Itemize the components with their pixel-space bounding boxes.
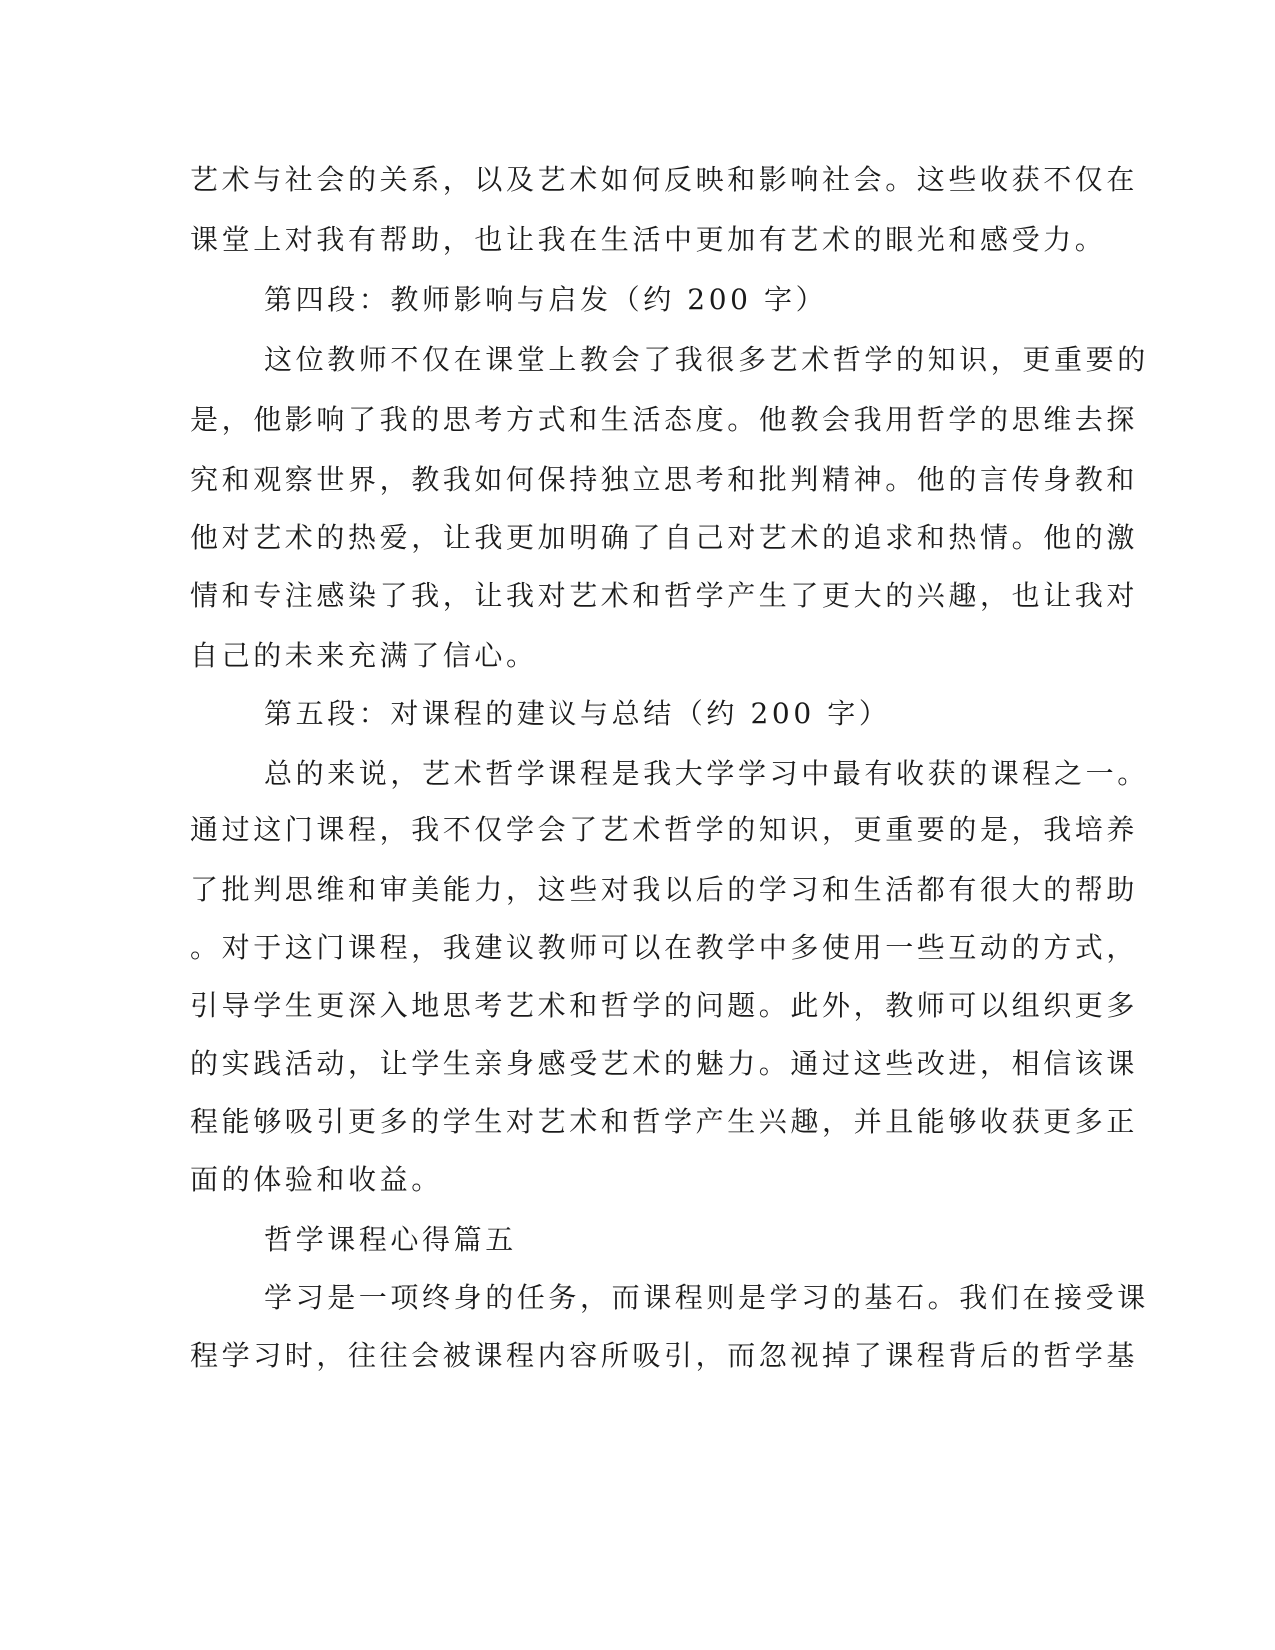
text-line: 是，他影响了我的思考方式和生活态度。他教会我用哲学的思维去探 <box>190 403 1139 436</box>
text-line: 了批判思维和审美能力，这些对我以后的学习和生活都有很大的帮助 <box>190 873 1139 906</box>
text-line: 通过这门课程，我不仅学会了艺术哲学的知识，更重要的是，我培养 <box>190 813 1139 846</box>
text-line: 学习是一项终身的任务，而课程则是学习的基石。我们在接受课 <box>264 1281 1149 1314</box>
text-line: 究和观察世界，教我如何保持独立思考和批判精神。他的言传身教和 <box>190 463 1139 496</box>
text-line: 这位教师不仅在课堂上教会了我很多艺术哲学的知识，更重要的 <box>264 343 1149 376</box>
text-line: 艺术与社会的关系，以及艺术如何反映和影响社会。这些收获不仅在 <box>190 163 1139 196</box>
text-line: 。对于这门课程，我建议教师可以在教学中多使用一些互动的方式， <box>190 931 1139 964</box>
text-line: 他对艺术的热爱，让我更加明确了自己对艺术的追求和热情。他的激 <box>190 521 1139 554</box>
text-line: 的实践活动，让学生亲身感受艺术的魅力。通过这些改进，相信该课 <box>190 1047 1139 1080</box>
text-line: 程能够吸引更多的学生对艺术和哲学产生兴趣，并且能够收获更多正 <box>190 1105 1139 1138</box>
text-line: 面的体验和收益。 <box>190 1163 443 1196</box>
text-line: 情和专注感染了我，让我对艺术和哲学产生了更大的兴趣，也让我对 <box>190 579 1139 612</box>
text-line: 课堂上对我有帮助，也让我在生活中更加有艺术的眼光和感受力。 <box>190 223 1107 256</box>
text-line: 引导学生更深入地思考艺术和哲学的问题。此外，教师可以组织更多 <box>190 989 1139 1022</box>
section-heading: 第五段：对课程的建议与总结（约 200 字） <box>264 697 891 730</box>
section-heading: 第四段：教师影响与启发（约 200 字） <box>264 283 828 316</box>
text-line: 自己的未来充满了信心。 <box>190 639 538 672</box>
text-line: 总的来说，艺术哲学课程是我大学学习中最有收获的课程之一。 <box>264 757 1149 790</box>
section-heading: 哲学课程心得篇五 <box>264 1223 517 1256</box>
text-line: 程学习时，往往会被课程内容所吸引，而忽视掉了课程背后的哲学基 <box>190 1339 1139 1372</box>
